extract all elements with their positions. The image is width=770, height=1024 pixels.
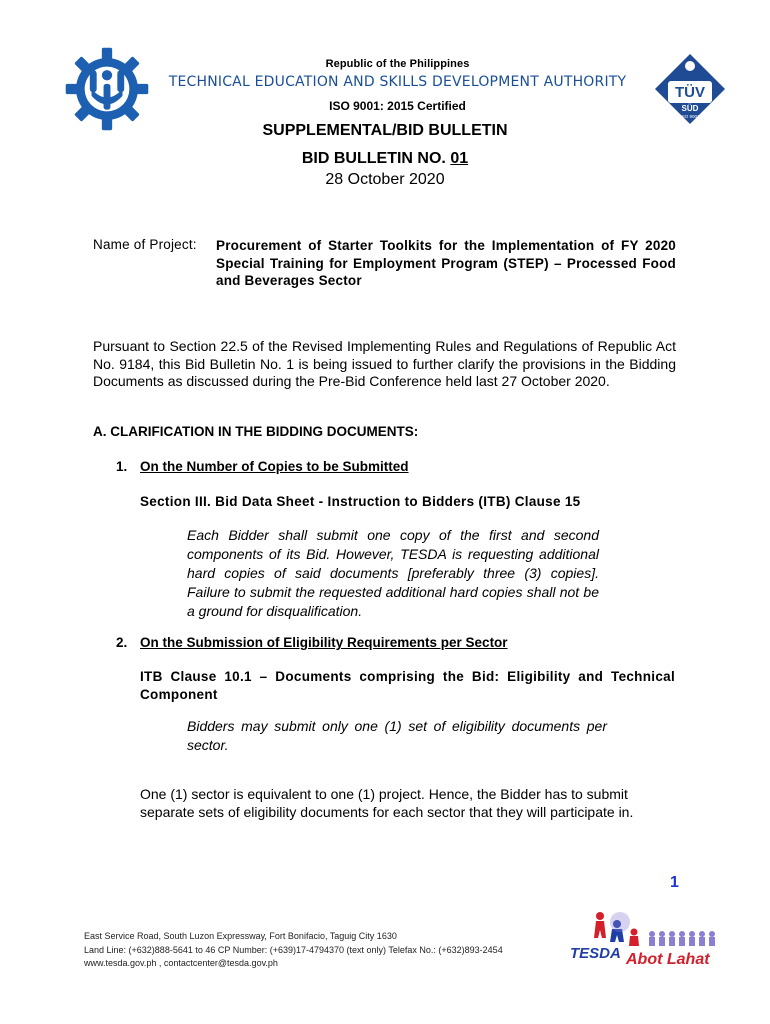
footer-phones: Land Line: (+632)888-5641 to 46 CP Number: (+639)17-4794370 (text only) Telefax No.: (+632)893-2454 <box>84 944 503 955</box>
section-a-heading: A. CLARIFICATION IN THE BIDDING DOCUMENTS: <box>93 424 419 439</box>
svg-text:TÜV: TÜV <box>675 84 705 101</box>
tesda-gear-logo <box>64 46 150 132</box>
tesda-abot-lahat-logo <box>562 910 727 970</box>
item-2-quote: Bidders may submit only one (1) set of eligibility documents per sector. <box>187 718 607 753</box>
bulletin-date: 28 October 2020 <box>325 171 445 188</box>
item-2-subheading: ITB Clause 10.1 – Documents comprising the Bid: Eligibility and Technical Component <box>140 669 675 702</box>
iso-certification: ISO 9001: 2015 Certified <box>329 99 466 113</box>
agency-name: TECHNICAL EDUCATION AND SKILLS DEVELOPMENT AUTHORITY <box>168 74 627 90</box>
handwritten-page-number: 1 <box>670 874 679 891</box>
item-2-title: On the Submission of Eligibility Requirements per Sector <box>140 635 508 650</box>
footer-address: East Service Road, South Luzon Expressway, Fort Bonifacio, Taguig City 1630 <box>84 931 397 941</box>
footer-contact <box>84 930 503 971</box>
tuv-sud-logo <box>654 53 726 125</box>
bulletin-number-value: 01 <box>450 150 469 167</box>
svg-text:Abot Lahat: Abot Lahat <box>626 951 710 968</box>
item-1-subheading: Section III. Bid Data Sheet - Instruction to Bidders (ITB) Clause 15 <box>140 494 581 509</box>
bulletin-number <box>0 150 770 168</box>
svg-text:ISO 9001: ISO 9001 <box>680 114 700 119</box>
item-2-number: 2. <box>116 635 128 650</box>
svg-text:SÜD: SÜD <box>681 104 699 113</box>
intro-paragraph: Pursuant to Section 22.5 of the Revised Implementing Rules and Regulations of Republic Act No. 9184, this Bid Bulletin No. 1 is being issued to further clarify the provisions in the Bidding Documents as discussed during the Pre-Bid Conference held last 27 October 2020. <box>93 338 676 389</box>
bulletin-number-prefix: BID BULLETIN NO. <box>301 150 451 167</box>
item-2-note: One (1) sector is equivalent to one (1) project. Hence, the Bidder has to submit separate sets of eligibility documents for each sector that they will participate in. <box>140 786 634 820</box>
footer-web: www.tesda.gov.ph , contactcenter@tesda.gov.ph <box>84 958 278 968</box>
svg-text:TESDA: TESDA <box>570 945 621 962</box>
item-1-quote: Each Bidder shall submit one copy of the first and second components of its Bid. However, TESDA is requesting additional hard copies of said documents [preferably three (3) copies]. Failure to submit the requested additional hard copies shall not be a ground for disqualification. <box>187 527 599 619</box>
project-label: Name of Project: <box>93 237 197 252</box>
project-name: Procurement of Starter Toolkits for the Implementation of FY 2020 Special Training for Employment Program (STEP) – Processed Food and Beverages Sector <box>216 238 676 288</box>
republic-line: Republic of the Philippines <box>325 58 470 70</box>
item-1-number: 1. <box>116 459 128 474</box>
item-1-title: On the Number of Copies to be Submitted <box>140 459 409 474</box>
bulletin-title: SUPPLEMENTAL/BID BULLETIN <box>262 122 508 139</box>
